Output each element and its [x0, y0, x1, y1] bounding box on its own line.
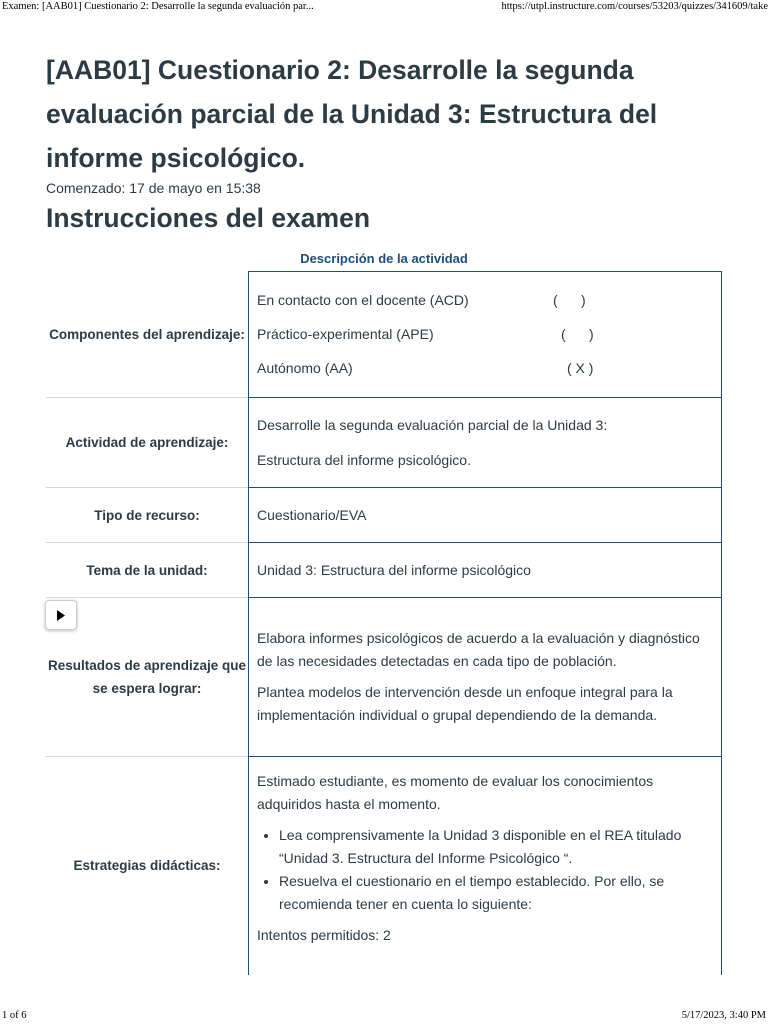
unit-topic-value: Unidad 3: Estructura del informe psicológico — [249, 543, 722, 598]
table-row — [46, 398, 722, 488]
component-name: Autónomo (AA) — [257, 360, 353, 376]
outcome-paragraph: Elabora informes psicológicos de acuerdo a la evaluación y diagnóstico de las necesidades detectadas en cada tipo de población. — [257, 630, 700, 669]
component-name: En contacto con el docente (ACD) — [257, 292, 469, 308]
started-timestamp: Comenzado: 17 de mayo en 15:38 — [46, 180, 261, 196]
attempts-allowed: Intentos permitidos: 2 — [257, 927, 391, 943]
activity-line: Desarrolle la segunda evaluación parcial de la Unidad 3: — [257, 416, 608, 433]
print-header-title: Examen: [AAB01] Cuestionario 2: Desarrolle la segunda evaluación par... — [2, 1, 314, 12]
print-footer — [0, 1010, 768, 1024]
table-caption: Descripción de la actividad — [300, 251, 468, 266]
table-row — [46, 488, 722, 543]
components-label-text: Componentes del aprendizaje: — [49, 326, 245, 342]
component-item — [257, 352, 713, 386]
strategies-intro: Estimado estudiante, es momento de evaluar los conocimientos adquiridos hasta el momento. — [257, 773, 654, 812]
list-item: • Lea comprensivamente la Unidad 3 disponible en el REA titulado “Unidad 3. Estructura del Informe Psicológico “. — [279, 824, 713, 870]
resource-value: Cuestionario/EVA — [249, 488, 722, 543]
print-header — [0, 0, 768, 18]
table-row — [46, 757, 722, 975]
activity-line: Estructura del informe psicológico. — [257, 451, 471, 468]
outcome-paragraph: Plantea modelos de intervención desde un enfoque integral para la implementación individual o grupal dependiendo de la demanda. — [257, 684, 673, 723]
outcomes-label: Resultados de aprendizaje que se espera lograr: — [46, 598, 249, 757]
activity-label: Actividad de aprendizaje: — [46, 398, 249, 488]
component-item — [257, 318, 713, 352]
strategies-value — [249, 757, 722, 975]
unit-topic-label: Tema de la unidad: — [46, 543, 249, 598]
expand-button[interactable] — [45, 600, 77, 630]
page-number: 1 of 6 — [2, 1010, 27, 1021]
print-datetime: 5/17/2023, 3:40 PM — [681, 1010, 766, 1021]
table-row — [46, 272, 722, 398]
component-mark: ( ) — [561, 326, 594, 342]
outcomes-value — [249, 598, 722, 757]
component-mark: ( ) — [553, 292, 586, 308]
resource-label: Tipo de recurso: — [46, 488, 249, 543]
play-icon — [56, 610, 66, 621]
activity-description-table — [46, 271, 722, 975]
list-item: • Resuelva el cuestionario en el tiempo establecido. Por ello, se recomienda tener en cuenta lo siguiente: — [279, 870, 713, 916]
instructions-heading: Instrucciones del examen — [46, 203, 371, 233]
table-row — [46, 543, 722, 598]
print-header-url: https://utpl.instructure.com/courses/53203/quizzes/341609/take — [501, 1, 768, 12]
strategies-label: Estrategias didácticas: — [46, 757, 249, 975]
components-value — [249, 272, 722, 398]
table-row — [46, 598, 722, 757]
components-label — [46, 272, 249, 398]
activity-value — [249, 398, 722, 488]
component-name: Práctico-experimental (APE) — [257, 326, 434, 342]
component-item — [257, 284, 713, 318]
component-mark: ( X ) — [567, 360, 594, 376]
strategies-list — [257, 824, 713, 916]
page-title: [AAB01] Cuestionario 2: Desarrolle la segunda evaluación parcial de la Unidad 3: Estructura del informe psicológico. — [46, 55, 658, 173]
